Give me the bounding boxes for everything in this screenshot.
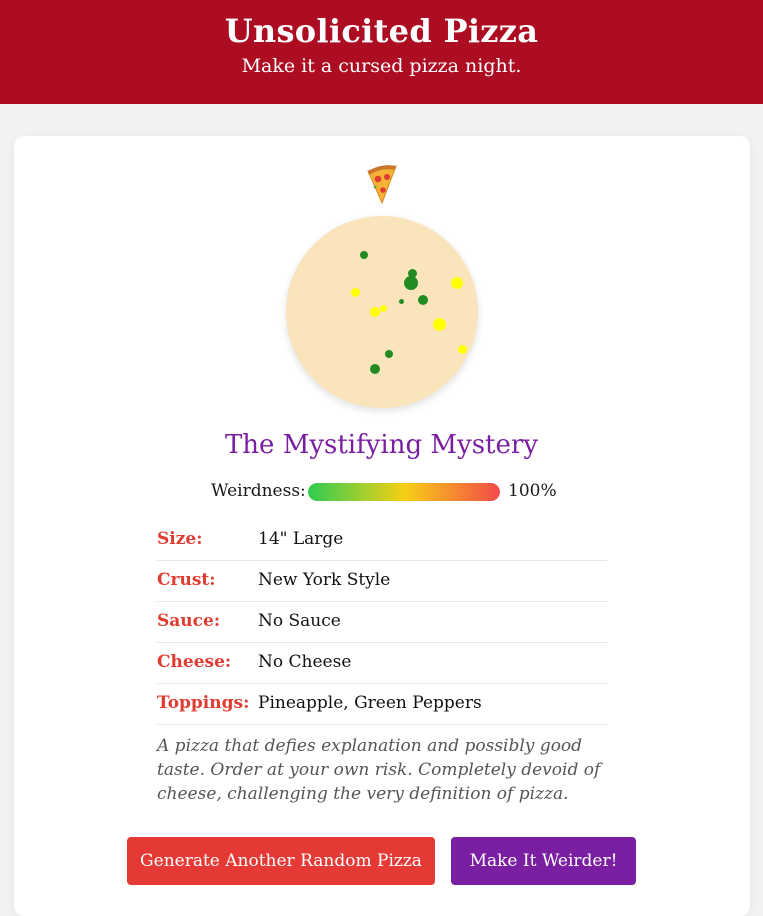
detail-row-toppings xyxy=(157,684,607,725)
detail-label: Crust: xyxy=(157,570,216,590)
green-pepper-topping xyxy=(385,350,393,358)
site-tagline: Make it a cursed pizza night. xyxy=(241,55,522,77)
pineapple-topping xyxy=(433,318,446,331)
pizza-description: A pizza that defies explanation and possibly good taste. Order at your own risk. Completely devoid of cheese, challenging the very definition of pizza. xyxy=(157,736,601,804)
weirdness-value: 100% xyxy=(508,481,557,501)
green-pepper-topping xyxy=(399,299,404,304)
detail-value: Pineapple, Green Peppers xyxy=(258,693,482,713)
green-pepper-topping xyxy=(370,364,380,374)
detail-row-cheese xyxy=(157,643,607,684)
pineapple-topping xyxy=(351,288,360,297)
pineapple-topping xyxy=(380,305,387,312)
pizza-details xyxy=(157,520,607,725)
detail-label: Size: xyxy=(157,529,203,549)
pineapple-topping xyxy=(458,345,467,354)
green-pepper-topping xyxy=(418,295,428,305)
detail-value: No Sauce xyxy=(258,611,341,631)
detail-row-crust xyxy=(157,561,607,602)
pineapple-topping xyxy=(370,307,380,317)
make-weirder-button[interactable]: Make It Weirder! xyxy=(451,837,636,885)
green-pepper-topping xyxy=(360,251,368,259)
weirdness-label: Weirdness: xyxy=(211,481,306,501)
pizza-name: The Mystifying Mystery xyxy=(224,430,539,460)
pizza-slice-icon xyxy=(362,162,402,206)
site-title: Unsolicited Pizza xyxy=(224,12,539,50)
pizza-illustration xyxy=(286,216,478,408)
detail-value: No Cheese xyxy=(258,652,352,672)
generate-random-pizza-button[interactable]: Generate Another Random Pizza xyxy=(127,837,435,885)
detail-label: Sauce: xyxy=(157,611,221,631)
detail-value: New York Style xyxy=(258,570,391,590)
weirdness-meter xyxy=(308,483,500,501)
detail-label: Cheese: xyxy=(157,652,232,672)
site-header xyxy=(0,0,763,104)
pineapple-topping xyxy=(451,277,463,289)
detail-row-size xyxy=(157,520,607,561)
weirdness-meter-fill xyxy=(308,483,500,501)
detail-value: 14" Large xyxy=(258,529,344,549)
detail-label: Toppings: xyxy=(157,693,250,713)
detail-row-sauce xyxy=(157,602,607,643)
green-pepper-topping xyxy=(404,276,418,290)
